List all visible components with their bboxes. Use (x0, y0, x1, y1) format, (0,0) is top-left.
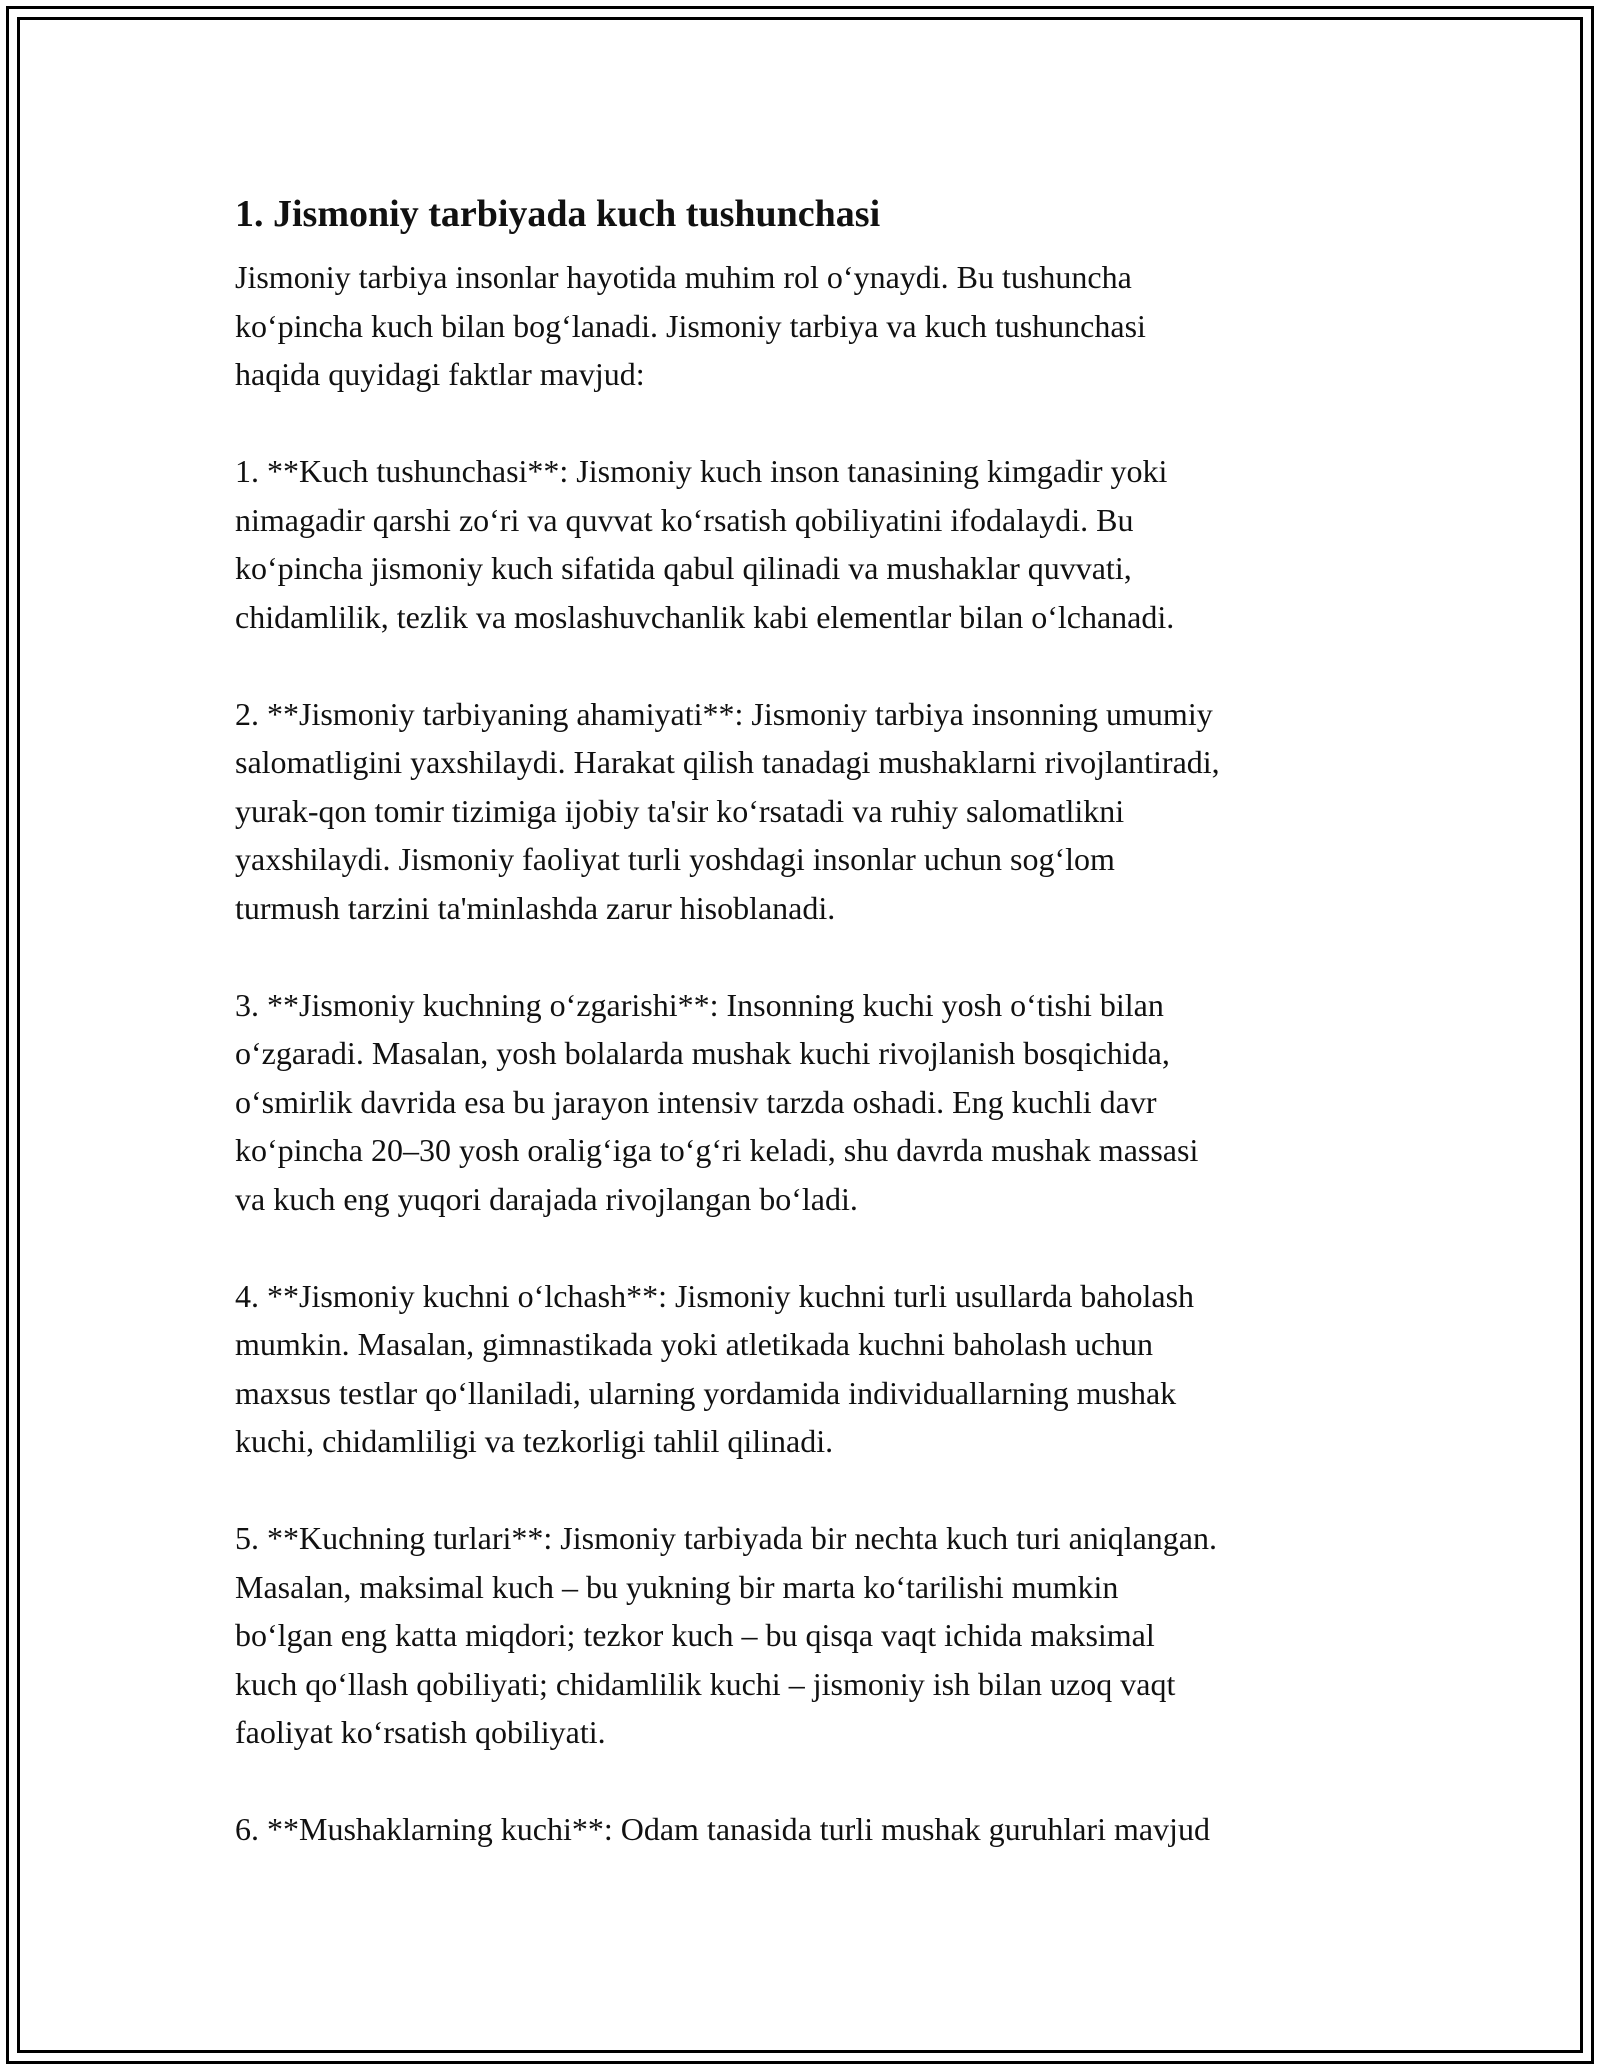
intro-paragraph (235, 253, 1375, 399)
paragraph-line: haqida quyidagi faktlar mavjud: (235, 356, 645, 392)
paragraph-line: ko‘pincha 20–30 yosh oralig‘iga to‘g‘ri keladi, shu davrda mushak massasi (235, 1132, 1199, 1168)
paragraph-line: nimagadir qarshi zo‘ri va quvvat ko‘rsatish qobiliyatini ifodalaydi. Bu (235, 501, 1134, 538)
paragraph-line: salomatligini yaxshilaydi. Harakat qilish tanadagi mushaklarni rivojlantiradi, (235, 744, 1220, 780)
paragraph-line: kuch qo‘llash qobiliyati; chidamlilik kuchi – jismoniy ish bilan uzoq vaqt (235, 1665, 1176, 1702)
paragraph-line: va kuch eng yuqori darajada rivojlangan bo‘ladi. (235, 1180, 858, 1217)
paragraph-spacer (235, 1466, 1375, 1515)
list-item-3 (235, 981, 1375, 1224)
paragraph-line: turmush tarzini ta'minlashda zarur hisoblanadi. (235, 889, 836, 926)
document-heading: 1. Jismoniy tarbiyada kuch tushunchasi (235, 193, 881, 235)
paragraph-line: bo‘lgan eng katta miqdori; tezkor kuch – bu qisqa vaqt ichida maksimal (235, 1617, 1155, 1653)
list-item-2 (235, 690, 1375, 933)
paragraph-line: chidamlilik, tezlik va moslashuvchanlik kabi elementlar bilan o‘lchanadi. (235, 598, 1175, 635)
paragraph-spacer (235, 932, 1375, 981)
list-item-1 (235, 447, 1375, 641)
paragraph-line: kuchi, chidamliligi va tezkorligi tahlil qilinadi. (235, 1423, 834, 1459)
paragraph-line: yurak-qon tomir tizimiga ijobiy ta'sir ko‘rsatadi va ruhiy salomatlikni (235, 792, 1125, 829)
paragraph-line: 4. **Jismoniy kuchni o‘lchash**: Jismoniy kuchni turli usullarda baholash (235, 1277, 1195, 1314)
paragraph-line: Masalan, maksimal kuch – bu yukning bir marta ko‘tarilishi mumkin (235, 1568, 1119, 1605)
paragraph-spacer (235, 399, 1375, 448)
paragraph-line: mumkin. Masalan, gimnastikada yoki atletikada kuchni baholash uchun (235, 1326, 1154, 1362)
paragraph-spacer (235, 1223, 1375, 1272)
paragraph-line: 3. **Jismoniy kuchning o‘zgarishi**: Insonning kuchi yosh o‘tishi bilan (235, 986, 1164, 1023)
paragraph-line: maxsus testlar qo‘llaniladi, ularning yordamida individuallarning mushak (235, 1374, 1177, 1411)
document-body (235, 185, 1375, 1854)
paragraph-line: o‘zgaradi. Masalan, yosh bolalarda mushak kuchi rivojlanish bosqichida, (235, 1035, 1170, 1071)
paragraph-spacer (235, 1757, 1375, 1806)
paragraph-line: 1. **Kuch tushunchasi**: Jismoniy kuch inson tanasining kimgadir yoki (235, 453, 1168, 489)
paragraph-spacer (235, 641, 1375, 690)
paragraph-line: o‘smirlik davrida esa bu jarayon intensiv tarzda oshadi. Eng kuchli davr (235, 1083, 1157, 1120)
paragraph-line: 2. **Jismoniy tarbiyaning ahamiyati**: Jismoniy tarbiya insonning umumiy (235, 695, 1213, 732)
paragraph-line: ko‘pincha jismoniy kuch sifatida qabul qilinadi va mushaklar quvvati, (235, 550, 1132, 586)
paragraph-line: 6. **Mushaklarning kuchi**: Odam tanasida turli mushak guruhlari mavjud (235, 1811, 1210, 1847)
paragraph-line: ko‘pincha kuch bilan bog‘lanadi. Jismoniy tarbiya va kuch tushunchasi (235, 307, 1146, 344)
list-item-6 (235, 1805, 1375, 1854)
paragraph-line: yaxshilaydi. Jismoniy faoliyat turli yoshdagi insonlar uchun sog‘lom (235, 841, 1115, 877)
paragraph-line: 5. **Kuchning turlari**: Jismoniy tarbiyada bir nechta kuch turi aniqlangan. (235, 1520, 1217, 1556)
paragraph-line: Jismoniy tarbiya insonlar hayotida muhim rol o‘ynaydi. Bu tushuncha (235, 259, 1132, 295)
paragraph-line: faoliyat ko‘rsatish qobiliyati. (235, 1714, 606, 1750)
list-item-4 (235, 1272, 1375, 1466)
list-item-5 (235, 1514, 1375, 1757)
